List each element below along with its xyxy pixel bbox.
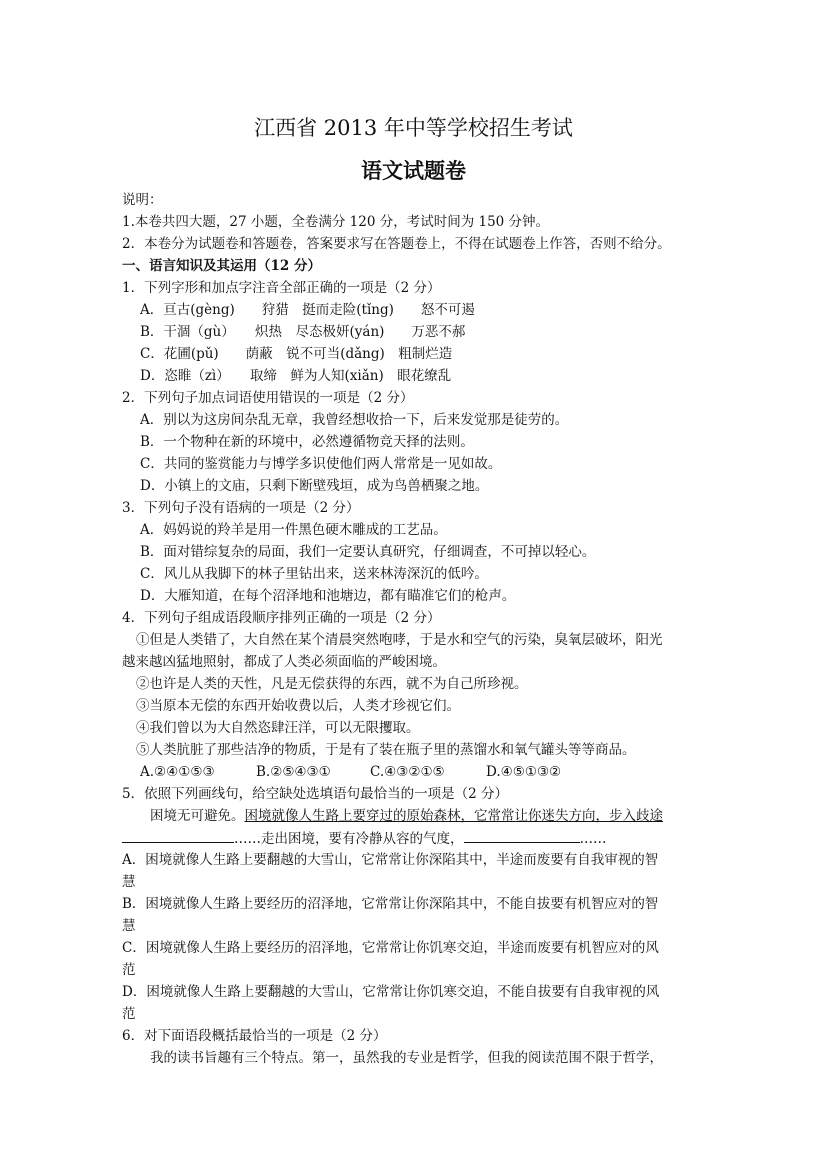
q4-sentence-2: ②也许是人类的天性，凡是无偿获得的东西，就不为自己所珍视。 — [136, 676, 528, 692]
exam-title: 江西省 2013 年中等学校招生考试 — [254, 116, 573, 140]
q3-stem: 3．下列句子没有语病的一项是（2 分） — [122, 500, 360, 516]
q5-option-d-cont: 范 — [122, 1006, 136, 1022]
q4-stem: 4．下列句子组成语段顺序排列正确的一项是（2 分） — [122, 610, 441, 626]
section-1-heading: 一、语言知识及其运用（12 分） — [122, 258, 321, 274]
q5-option-b-cont: 慧 — [122, 918, 136, 934]
q4-sentence-1a: ①但是人类错了，大自然在某个清晨突然咆哮，于是水和空气的污染，臭氧层破坏，阳光 — [136, 632, 663, 648]
q5-blank-line — [122, 828, 607, 849]
q5-tail-text: …… — [579, 831, 607, 847]
q4-sentence-3: ③当原本无偿的东西开始收费以后，人类才珍视它们。 — [136, 698, 460, 714]
q3-option-b: B．面对错综复杂的局面，我们一定要认真研究，仔细调查，不可掉以轻心。 — [140, 544, 596, 560]
q3-option-d: D．大雁知道，在每个沼泽地和池塘边，都有瞄准它们的枪声。 — [140, 588, 516, 604]
q5-prompt-line — [150, 806, 663, 826]
q2-option-b: B．一个物种在新的环境中，必然遵循物竞天择的法则。 — [140, 434, 474, 450]
q5-option-b: B．困境就像人生路上要经历的沼泽地，它常常让你深陷其中，不能自拔要有机智应对的智 — [122, 896, 659, 912]
q4-option-a: A.②④①⑤③ — [140, 764, 215, 780]
q4-sentence-5: ⑤人类肮脏了那些洁净的物质，于是有了装在瓶子里的蒸馏水和氧气罐头等等商品。 — [136, 742, 636, 758]
q6-passage: 我的读书旨趣有三个特点。第一，虽然我的专业是哲学，但我的阅读范围不限于哲学， — [150, 1050, 663, 1066]
q5-blank-1 — [122, 828, 234, 843]
q5-lead-sentence: 困境无可避免。 — [150, 808, 245, 824]
q5-option-a-cont: 慧 — [122, 874, 136, 890]
q1-option-d: D．恣睢（zì） 取缔 鲜为人知(xiǎn) 眼花缭乱 — [140, 368, 452, 384]
q2-option-c: C．共同的鉴赏能力与博学多识使他们两人常常是一见如故。 — [140, 456, 502, 472]
q5-blank-2 — [464, 828, 580, 843]
q5-stem: 5．依照下列画线句，给空缺处选填语句最恰当的一项是（2 分） — [122, 786, 508, 802]
q2-option-d: D．小镇上的文庙，只剩下断壁残垣，成为鸟兽栖聚之地。 — [140, 478, 489, 494]
q5-option-d: D．困境就像人生路上要翻越的大雪山，它常常让你饥寒交迫，不能自拔要有自我审视的风 — [122, 984, 660, 1000]
q5-option-c-cont: 范 — [122, 962, 136, 978]
q5-underlined-sentence: 困境就像人生路上要穿过的原始森林，它常常让你迷失方向，步入歧途 — [244, 808, 663, 824]
q5-mid-text: ……走出困境，要有冷静从容的气度， — [234, 831, 464, 847]
notes-line-2: 2．本卷分为试题卷和答题卷，答案要求写在答题卷上，不得在试题卷上作答，否则不给分。 — [122, 236, 671, 252]
q4-option-c: C.④③②①⑤ — [370, 764, 445, 780]
notes-line-1: 1.本卷共四大题，27 小题，全卷满分 120 分，考试时间为 150 分钟。 — [122, 214, 550, 230]
q1-stem: 1．下列字形和加点字注音全部正确的一项是（2 分） — [122, 280, 441, 296]
q1-option-c: C．花圃(pǔ) 荫蔽 锐不可当(dǎng) 粗制烂造 — [140, 346, 453, 362]
paper-subtitle: 语文试题卷 — [361, 158, 466, 183]
q6-stem: 6．对下面语段概括最恰当的一项是（2 分） — [122, 1028, 387, 1044]
q1-option-b: B．干涸（gù） 炽热 尽态极妍(yán) 万恶不郝 — [140, 324, 466, 340]
q4-option-d: D.④⑤①③② — [486, 764, 562, 780]
q2-option-a: A．别以为这房间杂乱无章，我曾经想收拾一下，后来发觉那是徒劳的。 — [140, 412, 569, 428]
q2-stem: 2．下列句子加点词语使用错误的一项是（2 分） — [122, 390, 414, 406]
q5-option-a: A．困境就像人生路上要翻越的大雪山，它常常让你深陷其中，半途而废要有自我审视的智 — [122, 852, 659, 868]
q1-option-a: A．亘古(gèng) 狩猎 挺而走险(tǐng) 怒不可遏 — [140, 302, 475, 318]
q4-sentence-1b: 越来越凶猛地照射，都成了人类必须面临的严峻困境。 — [122, 654, 446, 670]
q4-option-b: B.②⑤④③① — [256, 764, 331, 780]
q5-option-c: C．困境就像人生路上要经历的沼泽地，它常常让你饥寒交迫，半途而废要有机智应对的风 — [122, 940, 659, 956]
notes-heading: 说明： — [122, 192, 163, 208]
q3-option-a: A．妈妈说的羚羊是用一件黑色硬木雕成的工艺品。 — [140, 522, 447, 538]
q3-option-c: C．风儿从我脚下的林子里钻出来，送来林涛深沉的低吟。 — [140, 566, 488, 582]
q4-sentence-4: ④我们曾以为大自然恣肆汪洋，可以无限攫取。 — [136, 720, 420, 736]
